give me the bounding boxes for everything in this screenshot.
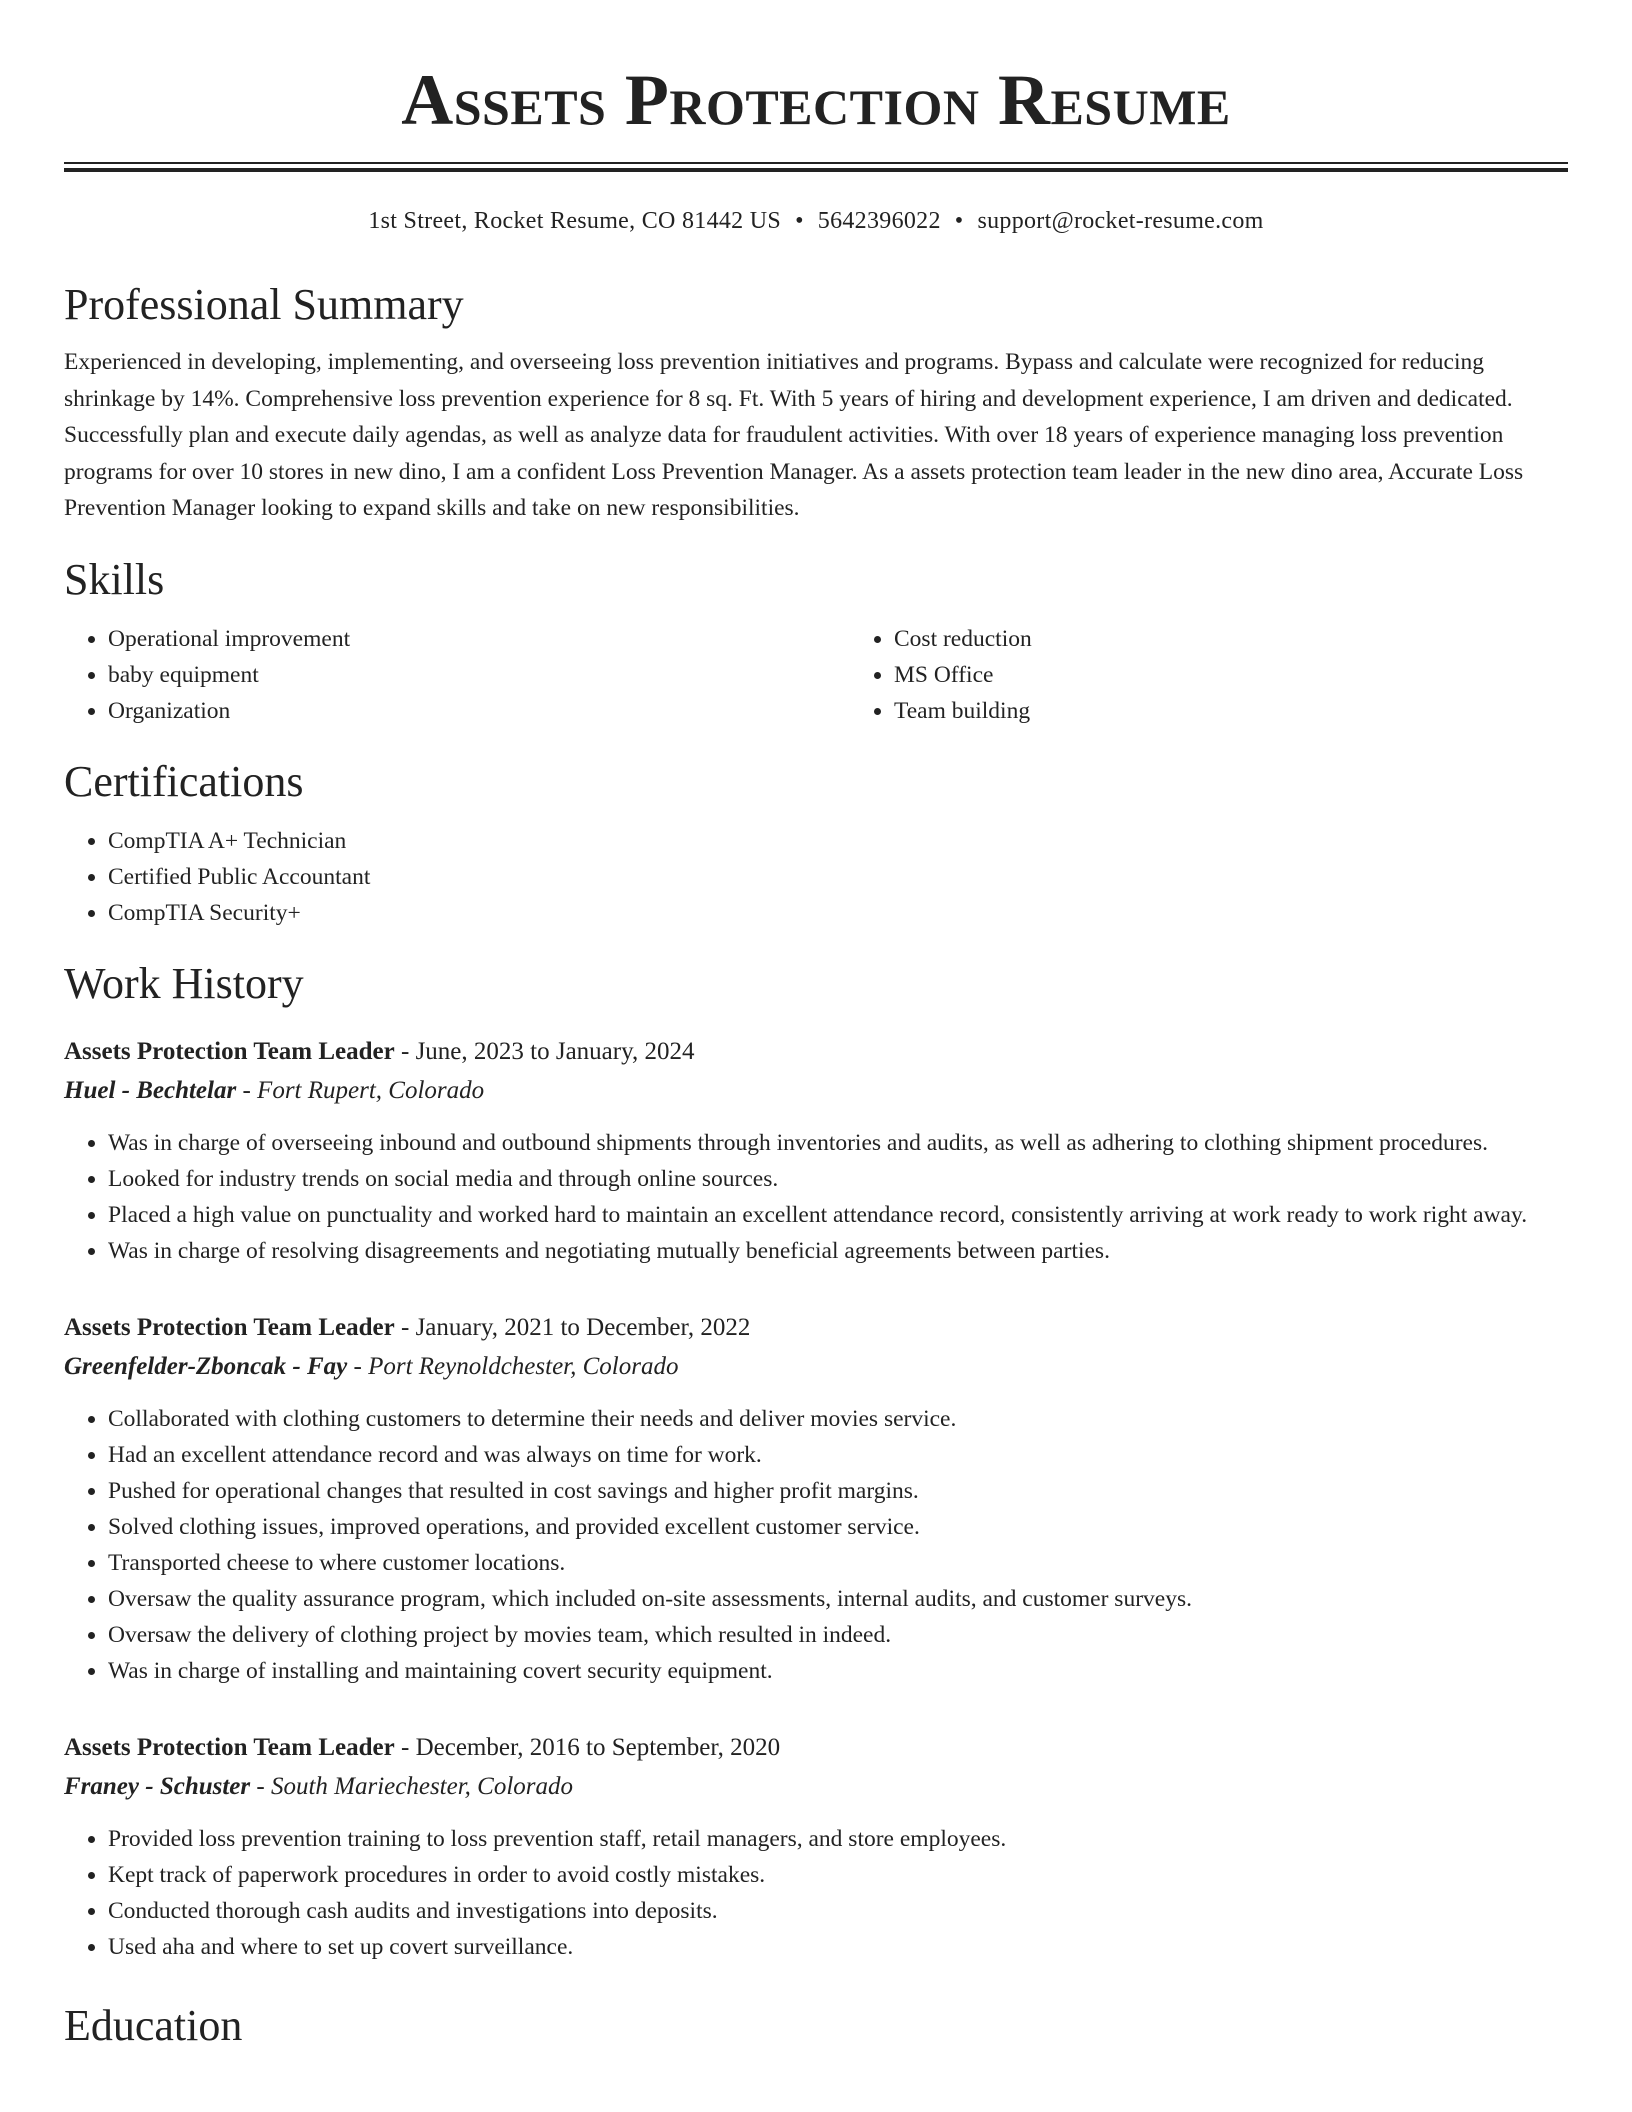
job-entry xyxy=(64,1033,1568,1269)
job-title-line xyxy=(64,1729,1568,1767)
title-divider xyxy=(64,162,1568,172)
work-history-section xyxy=(64,957,1568,1965)
job-dates: - January, 2021 to December, 2022 xyxy=(394,1313,751,1341)
job-bullet: • Kept track of paperwork procedures in order to avoid costly mistakes. xyxy=(108,1857,1568,1893)
job-bullet: • Was in charge of overseeing inbound and outbound shipments through inventories and audits, as well as adhering to clothing shipment procedures. xyxy=(108,1125,1568,1161)
skill-item: • Team building xyxy=(894,693,1594,729)
job-bullet: • Placed a high value on punctuality and worked hard to maintain an excellent attendance record, consistently arriving at work ready to work right away. xyxy=(108,1197,1568,1233)
skill-item: • baby equipment xyxy=(108,657,850,693)
education-heading: Education xyxy=(64,2000,243,2050)
job-title: Assets Protection Team Leader xyxy=(64,1733,395,1761)
skills-grid xyxy=(64,621,1568,729)
job-bullet: • Provided loss prevention training to loss prevention staff, retail managers, and store employees. xyxy=(108,1821,1568,1857)
contact-address: 1st Street, Rocket Resume, CO 81442 US xyxy=(368,208,782,234)
skill-item: • MS Office xyxy=(894,657,1594,693)
job-title-line xyxy=(64,1309,1568,1347)
certification-item: • CompTIA Security+ xyxy=(108,895,1568,931)
certification-item: • Certified Public Accountant xyxy=(108,859,1568,895)
work-history-heading: Work History xyxy=(64,958,304,1008)
certifications-list xyxy=(64,823,1568,931)
skills-heading: Skills xyxy=(64,554,165,604)
job-bullet: • Transported cheese to where customer locations. xyxy=(108,1545,1568,1581)
job-bullet: • Conducted thorough cash audits and investigations into deposits. xyxy=(108,1893,1568,1929)
skills-list-right xyxy=(850,621,1594,729)
skill-item: • Operational improvement xyxy=(108,621,850,657)
job-bullet: • Was in charge of resolving disagreements and negotiating mutually beneficial agreements between parties. xyxy=(108,1233,1568,1269)
certifications-heading: Certifications xyxy=(64,756,304,806)
resume-title: Assets Protection Resume xyxy=(401,60,1231,140)
contact-email: support@rocket-resume.com xyxy=(977,208,1264,234)
job-bullets xyxy=(64,1125,1568,1269)
job-title: Assets Protection Team Leader xyxy=(64,1037,395,1065)
contact-phone: 5642396022 xyxy=(817,208,941,234)
job-location: - Fort Rupert, Colorado xyxy=(236,1076,485,1104)
job-bullet: • Pushed for operational changes that resulted in cost savings and higher profit margins. xyxy=(108,1473,1568,1509)
skill-item: • Cost reduction xyxy=(894,621,1594,657)
job-location: - Port Reynoldchester, Colorado xyxy=(347,1352,679,1380)
job-company-line xyxy=(64,1767,1568,1807)
summary-section xyxy=(64,278,1568,527)
job-company-line xyxy=(64,1347,1568,1387)
job-company-line xyxy=(64,1071,1568,1111)
certification-item: • CompTIA A+ Technician xyxy=(108,823,1568,859)
job-bullet: • Collaborated with clothing customers to determine their needs and deliver movies service. xyxy=(108,1401,1568,1437)
contact-line xyxy=(64,204,1568,238)
job-bullet: • Used aha and where to set up covert surveillance. xyxy=(108,1929,1568,1965)
job-company: Franey - Schuster xyxy=(64,1772,251,1800)
skills-list-left xyxy=(64,621,850,729)
job-dates: - June, 2023 to January, 2024 xyxy=(394,1037,695,1065)
job-title-line xyxy=(64,1033,1568,1071)
job-bullet: • Oversaw the quality assurance program, which included on-site assessments, internal audits, and customer surveys. xyxy=(108,1581,1568,1617)
job-entry xyxy=(64,1729,1568,1965)
summary-text: Experienced in developing, implementing, and overseeing loss prevention initiatives and programs. Bypass and calculate were recognized for reducing shrinkage by 14%. Comprehensive loss prevention experience for 8 sq. Ft. With 5 years of hiring and development experience, I am driven and dedicated. Successfully plan and execute daily agendas, as well as analyze data for fraudulent activities. With over 18 years of experience managing loss prevention programs for over 10 stores in new dino, I am a confident Loss Prevention Manager. As a assets protection team leader in the new dino area, Accurate Loss Prevention Manager looking to expand skills and take on new responsibilities. xyxy=(64,349,1524,521)
contact-separator: • xyxy=(795,208,804,234)
job-bullet: • Had an excellent attendance record and was always on time for work. xyxy=(108,1437,1568,1473)
job-bullets xyxy=(64,1821,1568,1965)
skills-section xyxy=(64,553,1568,729)
contact-separator: • xyxy=(954,208,964,234)
job-dates: - December, 2016 to September, 2020 xyxy=(394,1733,781,1761)
education-section xyxy=(64,1999,1568,2053)
job-bullet: • Oversaw the delivery of clothing project by movies team, which resulted in indeed. xyxy=(108,1617,1568,1653)
job-location: - South Mariechester, Colorado xyxy=(250,1772,574,1800)
job-bullets xyxy=(64,1401,1568,1689)
job-bullet: • Solved clothing issues, improved operations, and provided excellent customer service. xyxy=(108,1509,1568,1545)
certifications-section xyxy=(64,755,1568,931)
summary-heading: Professional Summary xyxy=(64,280,464,329)
job-company: Greenfelder-Zboncak - Fay xyxy=(64,1352,348,1380)
job-bullet: • Was in charge of installing and maintaining covert security equipment. xyxy=(108,1653,1568,1689)
job-company: Huel - Bechtelar xyxy=(64,1076,237,1104)
job-entry xyxy=(64,1309,1568,1689)
job-title: Assets Protection Team Leader xyxy=(64,1313,395,1341)
job-bullet: • Looked for industry trends on social media and through online sources. xyxy=(108,1161,1568,1197)
skill-item: • Organization xyxy=(108,693,850,729)
